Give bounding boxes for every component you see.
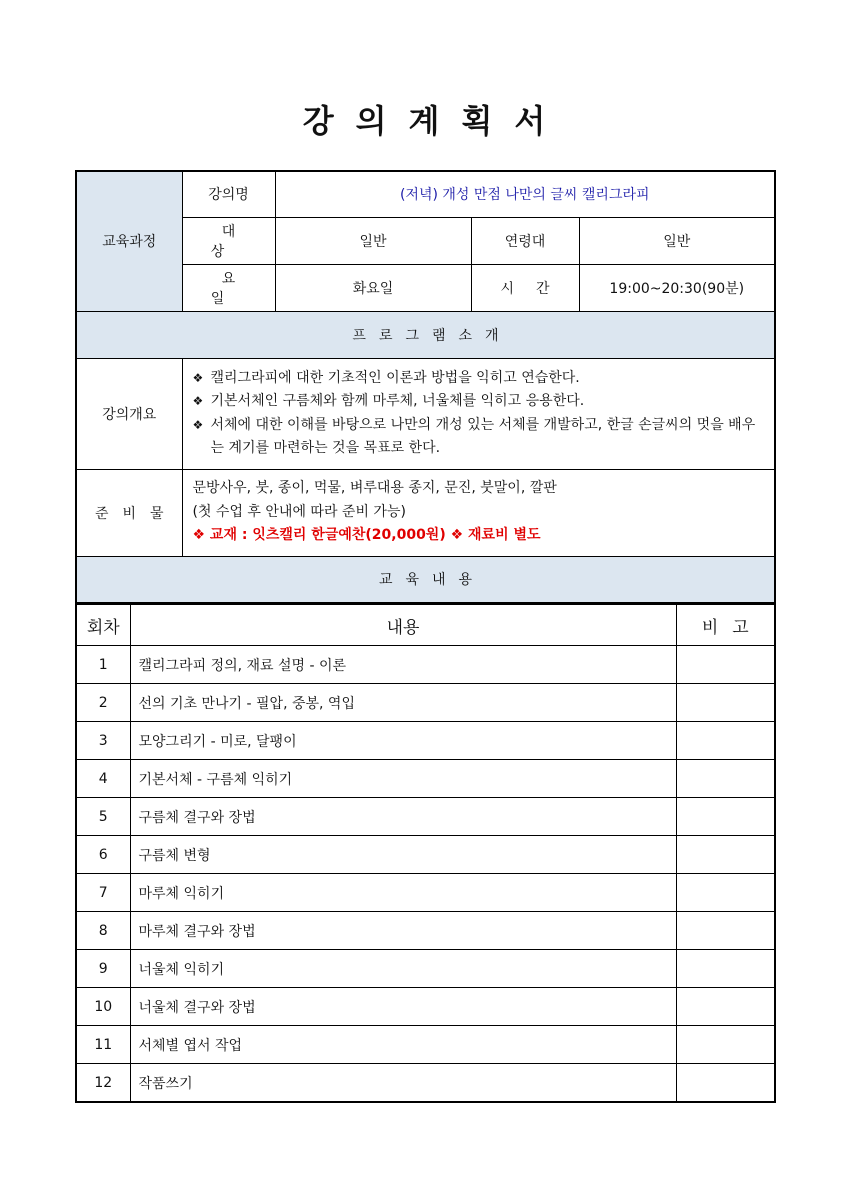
session-content: 너울체 익히기 [130,950,676,988]
time-value: 19:00~20:30(90분) [579,264,775,311]
session-remark [676,760,775,798]
table-row [76,912,775,950]
session-content: 선의 기초 만나기 - 필압, 중봉, 역입 [130,684,676,722]
materials-list [182,469,775,556]
lesson-table [75,603,776,1103]
overview-list [182,358,775,469]
bullet-icon: ❖ [192,370,204,385]
overview-item: ❖ 캘리그라피에 대한 기초적인 이론과 방법을 익히고 연습한다. [193,367,765,391]
session-no: 12 [76,1064,130,1103]
session-no: 11 [76,1026,130,1064]
target-label: 대상 [182,217,275,264]
session-remark [676,722,775,760]
program-intro-heading: 프로그램소개 [76,311,775,358]
bullet-icon: ❖ [192,394,204,408]
lesson-table-header [76,604,775,646]
session-content: 캘리그라피 정의, 재료 설명 - 이론 [130,646,676,684]
session-content: 서체별 엽서 작업 [130,1026,676,1064]
materials-line: 문방사우, 붓, 종이, 먹물, 벼루대용 종지, 문진, 붓말이, 깔판 [192,480,557,497]
table-row [76,798,775,836]
session-content: 마루체 익히기 [130,874,676,912]
course-name-label: 강의명 [182,171,275,217]
session-remark [676,988,775,1026]
table-row [76,874,775,912]
session-remark [676,836,775,874]
lessons-heading: 교육내용 [76,556,775,603]
session-content: 너울체 결구와 장법 [130,988,676,1026]
session-remark [676,646,775,684]
session-no: 7 [76,874,130,912]
session-no: 8 [76,912,130,950]
session-no: 5 [76,798,130,836]
session-no: 4 [76,760,130,798]
course-category-label: 교육과정 [76,171,182,311]
col-content-header: 내용 [130,604,676,646]
table-row [76,836,775,874]
session-content: 작품쓰기 [130,1064,676,1103]
session-no: 3 [76,722,130,760]
session-content: 구름체 결구와 장법 [130,798,676,836]
table-row [76,646,775,684]
session-content: 기본서체 - 구름체 익히기 [130,760,676,798]
bullet-icon: ❖ [192,417,204,432]
page-title: 강의계획서 [302,102,568,140]
session-remark [676,912,775,950]
day-label: 요일 [182,264,275,311]
overview-item: ❖ 기본서체인 구름체와 함께 마루체, 너울체를 익히고 응용한다. [193,390,765,414]
session-no: 2 [76,684,130,722]
overview-item: ❖ 서체에 대한 이해를 바탕으로 나만의 개성 있는 서체를 개발하고, 한글 손글씨의 멋을 배우는 계기를 마련하는 것을 목표로 한다. [193,414,765,461]
target-value: 일반 [275,217,471,264]
age-value: 일반 [579,217,775,264]
course-name: (저녁) 개성 만점 나만의 글씨 캘리그라피 [275,171,775,217]
session-content: 모양그리기 - 미로, 달팽이 [130,722,676,760]
materials-note: ❖ 교재 : 잇츠캘리 한글예찬(20,000원) ❖ 재료비 별도 [192,527,541,544]
session-remark [676,684,775,722]
col-session-header: 회차 [76,604,130,646]
day-value: 화요일 [275,264,471,311]
table-row [76,760,775,798]
table-row [76,722,775,760]
age-label: 연령대 [471,217,579,264]
session-no: 1 [76,646,130,684]
session-remark [676,950,775,988]
session-no: 9 [76,950,130,988]
session-no: 10 [76,988,130,1026]
session-remark [676,1064,775,1103]
session-remark [676,874,775,912]
course-info-table [75,170,776,604]
materials-line: (첫 수업 후 안내에 따라 준비 가능) [192,503,406,520]
table-row [76,684,775,722]
session-remark [676,1026,775,1064]
time-label: 시간 [471,264,579,311]
session-content: 구름체 변형 [130,836,676,874]
session-remark [676,798,775,836]
table-row [76,1064,775,1103]
session-no: 6 [76,836,130,874]
materials-label: 준비물 [76,469,182,556]
session-content: 마루체 결구와 장법 [130,912,676,950]
col-remark-header: 비고 [676,604,775,646]
table-row [76,1026,775,1064]
overview-label: 강의개요 [76,358,182,469]
table-row [76,988,775,1026]
table-row [76,950,775,988]
